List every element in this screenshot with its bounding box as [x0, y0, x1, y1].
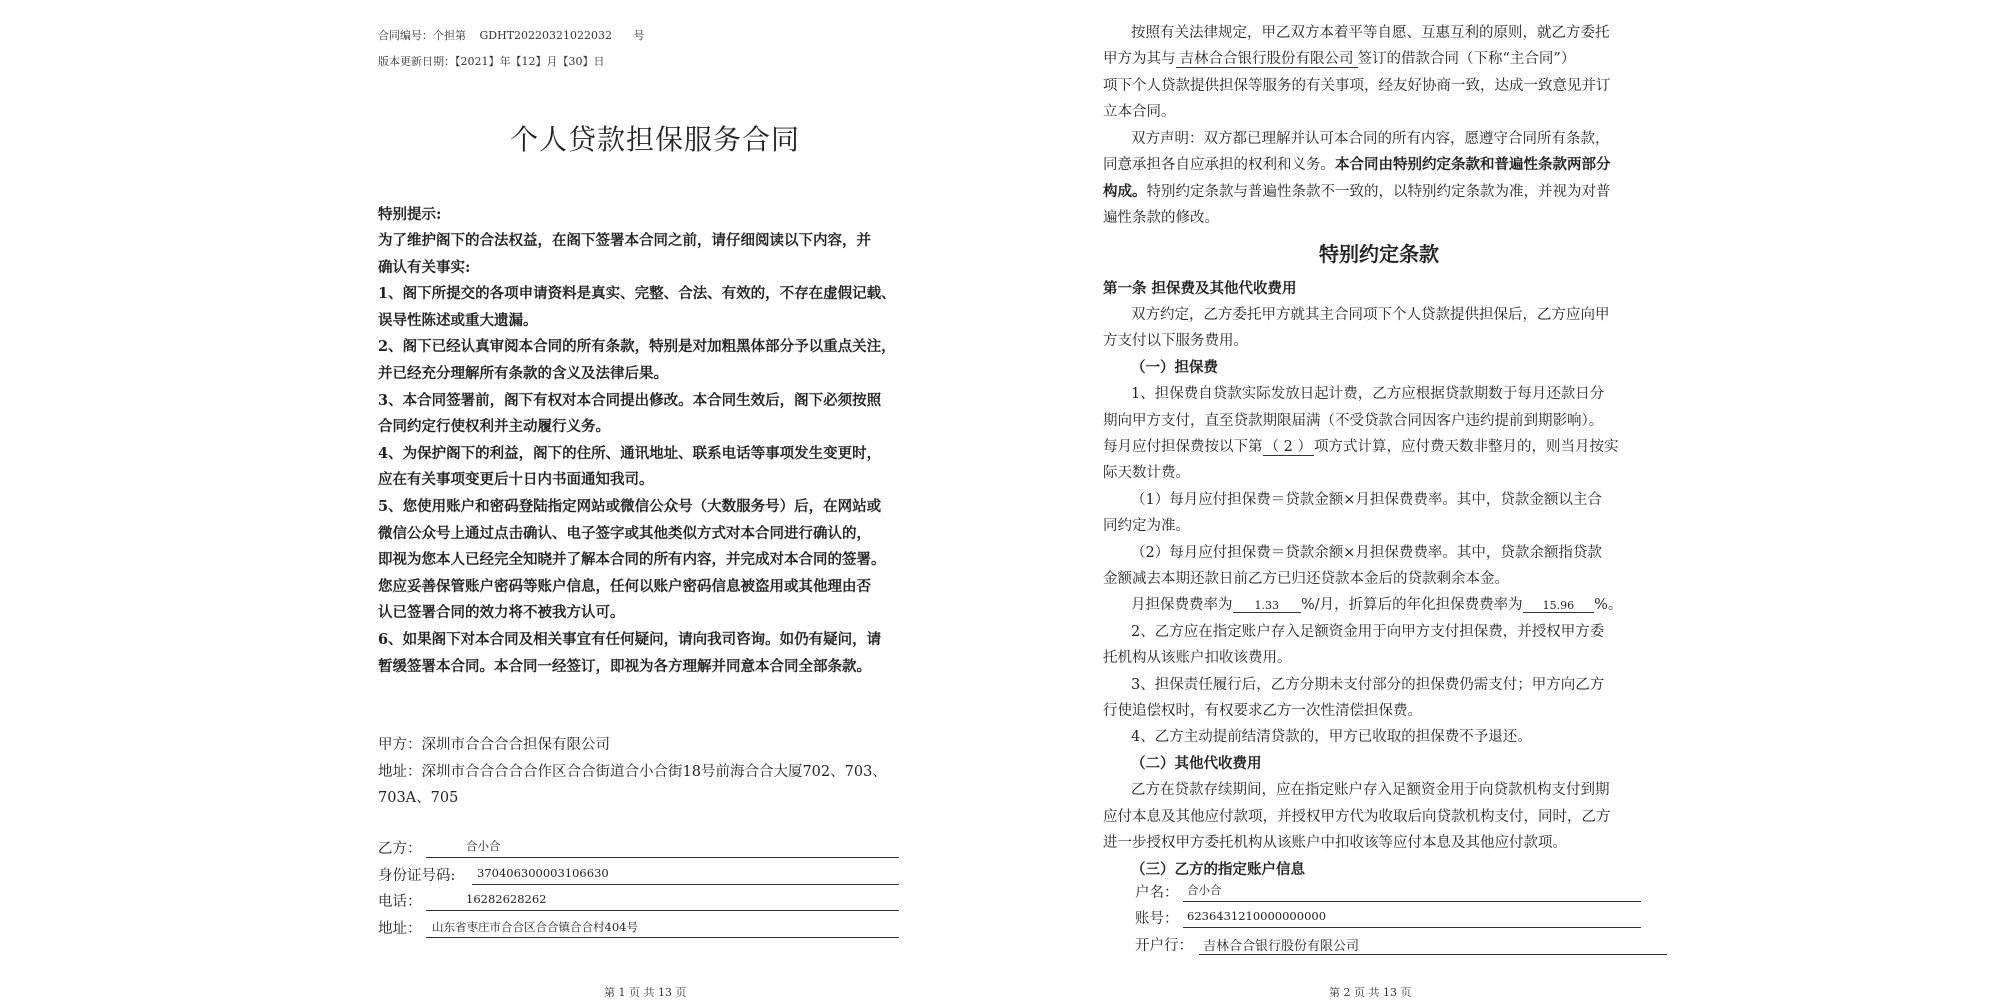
fee-rate-line [1131, 592, 1622, 620]
notice-line: 确认有关事实: [378, 258, 471, 276]
party-b-label: 乙方： [378, 841, 422, 857]
account-number-label: 账号： [1135, 911, 1179, 927]
declaration-line-3-bold: 构成。 [1103, 183, 1147, 200]
notice-line: 为了维护阁下的合法权益，在阁下签署本合同之前，请仔细阅读以下内容，并 [378, 232, 871, 249]
article-1-para-line-2: 方支付以下服务费用。 [1103, 333, 1248, 349]
intro-line-1: 按照有关法律规定，甲乙双方本着平等自愿、互惠互利的原则，就乙方委托 [1131, 25, 1610, 41]
notice-line: 微信公众号上通过点击确认、电子签字或其他类似方式对本合同进行确认的， [378, 524, 871, 542]
clause-1-line-3-pre: 每月应付担保费按以下第 [1103, 439, 1263, 455]
party-b-address-underline [426, 937, 899, 938]
account-name-label: 户名： [1135, 885, 1179, 901]
clause-1-line-1: 1、担保费自贷款实际发放日起计费，乙方应根据贷款期数于每月还款日分 [1131, 386, 1605, 402]
fee-rate-post: %。 [1594, 597, 1623, 613]
notice-line: 您应妥善保管账户密码等账户信息，任何以账户密码信息被盗用或其他理由否 [378, 577, 871, 595]
notice-line: 暂缓签署本合同。本合同一经签订，即视为各方理解并同意本合同全部条款。 [378, 657, 871, 675]
clause-3-line-2: 行使追偿权时，有权要求乙方一次性清偿担保费。 [1103, 703, 1422, 719]
clause-2-line-2: 托机构从该账户扣收该费用。 [1103, 650, 1292, 666]
id-number-label: 身份证号码: [378, 868, 456, 884]
calculation-method-value: （ 2 ） [1264, 439, 1312, 455]
account-number-underline [1183, 927, 1641, 928]
section-title: 特别约定条款 [1319, 242, 1439, 266]
method-2-line-1: （2）每月应付担保费＝贷款余额×月担保费费率。其中，贷款余额指贷款 [1131, 545, 1602, 561]
contract-number-label: 合同编号：个担第 [378, 29, 466, 42]
notice-heading: 特别提示: [378, 206, 442, 223]
notice-line: 1、阁下所提交的各项申请资料是真实、完整、合法、有效的，不存在虚假记载、 [378, 285, 896, 303]
party-b-address-label: 地址： [378, 921, 422, 937]
notice-line: 即视为您本人已经完全知晓并了解本合同的所有内容，并完成对本合同的签署。 [378, 551, 886, 569]
account-number-value: 6236431210000000000 [1187, 909, 1327, 923]
page-footer-2: 第 2 页 共 13 页 [1329, 986, 1412, 999]
notice-line: 误导性陈述或重大遗漏。 [378, 311, 538, 329]
notice-line: 并已经充分理解所有条款的含义及法律后果。 [378, 365, 668, 382]
other-fees-line-1: 乙方在贷款存续期间，应在指定账户存入足额资金用于向贷款机构支付到期 [1131, 782, 1610, 798]
contract-number-suffix: 号 [633, 29, 645, 42]
notice-line: 6、如果阁下对本合同及相关事宜有任何疑问，请向我司咨询。如仍有疑问，请 [378, 631, 882, 648]
party-b-value: 合小合 [466, 839, 501, 853]
contract-number-line [378, 27, 645, 43]
notice-line: 应在有关事项变更后十日内书面通知我司。 [378, 471, 654, 489]
article-1-title: 第一条 担保费及其他代收费用 [1103, 280, 1297, 297]
contract-page-2 [1103, 0, 1668, 1000]
phone-underline [426, 910, 899, 911]
party-b-address-value: 山东省枣庄市合合区合合镇合合村404号 [432, 920, 638, 934]
clause-1-line-3 [1103, 434, 1618, 461]
monthly-rate-value: 1.33 [1233, 599, 1302, 613]
other-fees-line-2: 应付本息及其他应付款项，并授权甲方代为收取后向贷款机构支付，同时，乙方 [1103, 809, 1611, 825]
method-2-line-2: 金额减去本期还款日前乙方已归还贷款本金后的贷款剩余本金。 [1103, 571, 1509, 587]
declaration-line-4: 遍性条款的修改。 [1103, 210, 1219, 226]
page-footer-1: 第 1 页 共 13 页 [604, 986, 687, 999]
party-b-underline [426, 857, 899, 858]
intro-line-2-post: 签订的借款合同（下称“主合同”） [1357, 51, 1576, 67]
fee-rate-pre: 月担保费费率为 [1131, 597, 1233, 613]
party-a-address-line-1: 地址：深圳市合合合合合作区合合街道合小合街18号前海合合大厦702、703、 [378, 764, 887, 780]
intro-line-4: 立本合同。 [1103, 104, 1176, 120]
notice-line: 认已签署合同的效力将不被我方认可。 [378, 604, 625, 622]
bank-underline [1199, 954, 1667, 955]
clause-1-line-2: 期向甲方支付，直至贷款期限届满（不受贷款合同因客户违约提前到期影响）。 [1103, 413, 1604, 429]
phone-label: 电话： [378, 894, 422, 910]
fee-rate-mid: %/月，折算后的年化担保费费率为 [1301, 597, 1523, 613]
method-1-line-2: 同约定为准。 [1103, 518, 1190, 534]
notice-line: 合同约定行使权利并主动履行义务。 [378, 418, 610, 436]
declaration-line-2 [1103, 152, 1611, 179]
contract-page-1 [378, 0, 948, 1000]
clause-4: 4、乙方主动提前结清贷款的，甲方已收取的担保费不予退还。 [1131, 729, 1532, 745]
id-number-value: 370406300003106630 [477, 866, 609, 880]
clause-2-line-1: 2、乙方应在指定账户存入足额资金用于向甲方支付担保费，并授权甲方委 [1131, 624, 1605, 640]
annual-rate-value: 15.96 [1523, 599, 1595, 613]
notice-line: 2、阁下已经认真审阅本合同的所有条款，特别是对加粗黑体部分予以重点关注， [378, 338, 896, 356]
lender-bank-name: 吉林合合银行股份有限公司 [1176, 51, 1358, 68]
subsection-account-info: （三）乙方的指定账户信息 [1131, 861, 1305, 878]
intro-line-3: 项下个人贷款提供担保等服务的有关事项，经友好协商一致，达成一致意见并订 [1103, 78, 1611, 94]
subsection-guarantee-fee: （一）担保费 [1131, 359, 1218, 376]
declaration-line-3 [1103, 179, 1611, 206]
bank-label: 开户行： [1135, 938, 1193, 954]
other-fees-line-3: 进一步授权甲方委托机构从该账户中扣收该等应付本息及其他应付款项。 [1103, 835, 1567, 851]
account-name-underline [1183, 901, 1641, 902]
notice-line: 3、本合同签署前，阁下有权对本合同提出修改。本合同生效后，阁下必须按照 [378, 391, 882, 409]
document-title: 个人贷款担保服务合同 [510, 123, 801, 156]
version-date: 版本更新日期：【2021】年【12】月【30】日 [378, 55, 605, 68]
bank-value: 吉林合合银行股份有限公司 [1203, 939, 1360, 954]
party-a-address-line-2: 703A、705 [378, 790, 459, 806]
account-name-value: 合小合 [1187, 883, 1222, 897]
clause-1-line-4: 际天数计费。 [1103, 465, 1190, 481]
declaration-line-2-bold: 本合同由特别约定条款和普遍性条款两部分 [1335, 156, 1611, 173]
intro-line-2-pre: 甲方为其与 [1103, 51, 1176, 67]
notice-line: 4、为保护阁下的利益，阁下的住所、通讯地址、联系电话等事项发生变更时， [378, 444, 882, 462]
phone-value: 16282628262 [466, 892, 547, 906]
notice-line: 5、您使用账户和密码登陆指定网站或微信公众号（大数服务号）后，在网站或 [378, 498, 882, 515]
clause-1-line-3-post: 项方式计算，应付费天数非整月的，则当月按实 [1313, 439, 1619, 455]
declaration-line-1: 双方声明：双方都已理解并认可本合同的所有内容，愿遵守合同所有条款， [1131, 131, 1610, 147]
party-a: 甲方：深圳市合合合合担保有限公司 [378, 737, 610, 753]
declaration-line-2-pre: 同意承担各自应承担的权利和义务。 [1103, 157, 1335, 173]
clause-3-line-1: 3、担保责任履行后，乙方分期未支付部分的担保费仍需支付；甲方向乙方 [1131, 677, 1605, 693]
intro-line-2 [1103, 46, 1575, 73]
method-1-line-1: （1）每月应付担保费＝贷款金额×月担保费费率。其中，贷款金额以主合 [1131, 492, 1602, 508]
id-number-underline [472, 884, 899, 885]
contract-number-value: GDHT20220321022032 [479, 29, 613, 42]
declaration-line-3-post: 特别约定条款与普遍性条款不一致的，以特别约定条款为准，并视为对普 [1146, 184, 1611, 200]
subsection-other-fees: （二）其他代收费用 [1131, 755, 1262, 772]
article-1-para-line-1: 双方约定，乙方委托甲方就其主合同项下个人贷款提供担保后，乙方应向甲 [1131, 307, 1610, 323]
